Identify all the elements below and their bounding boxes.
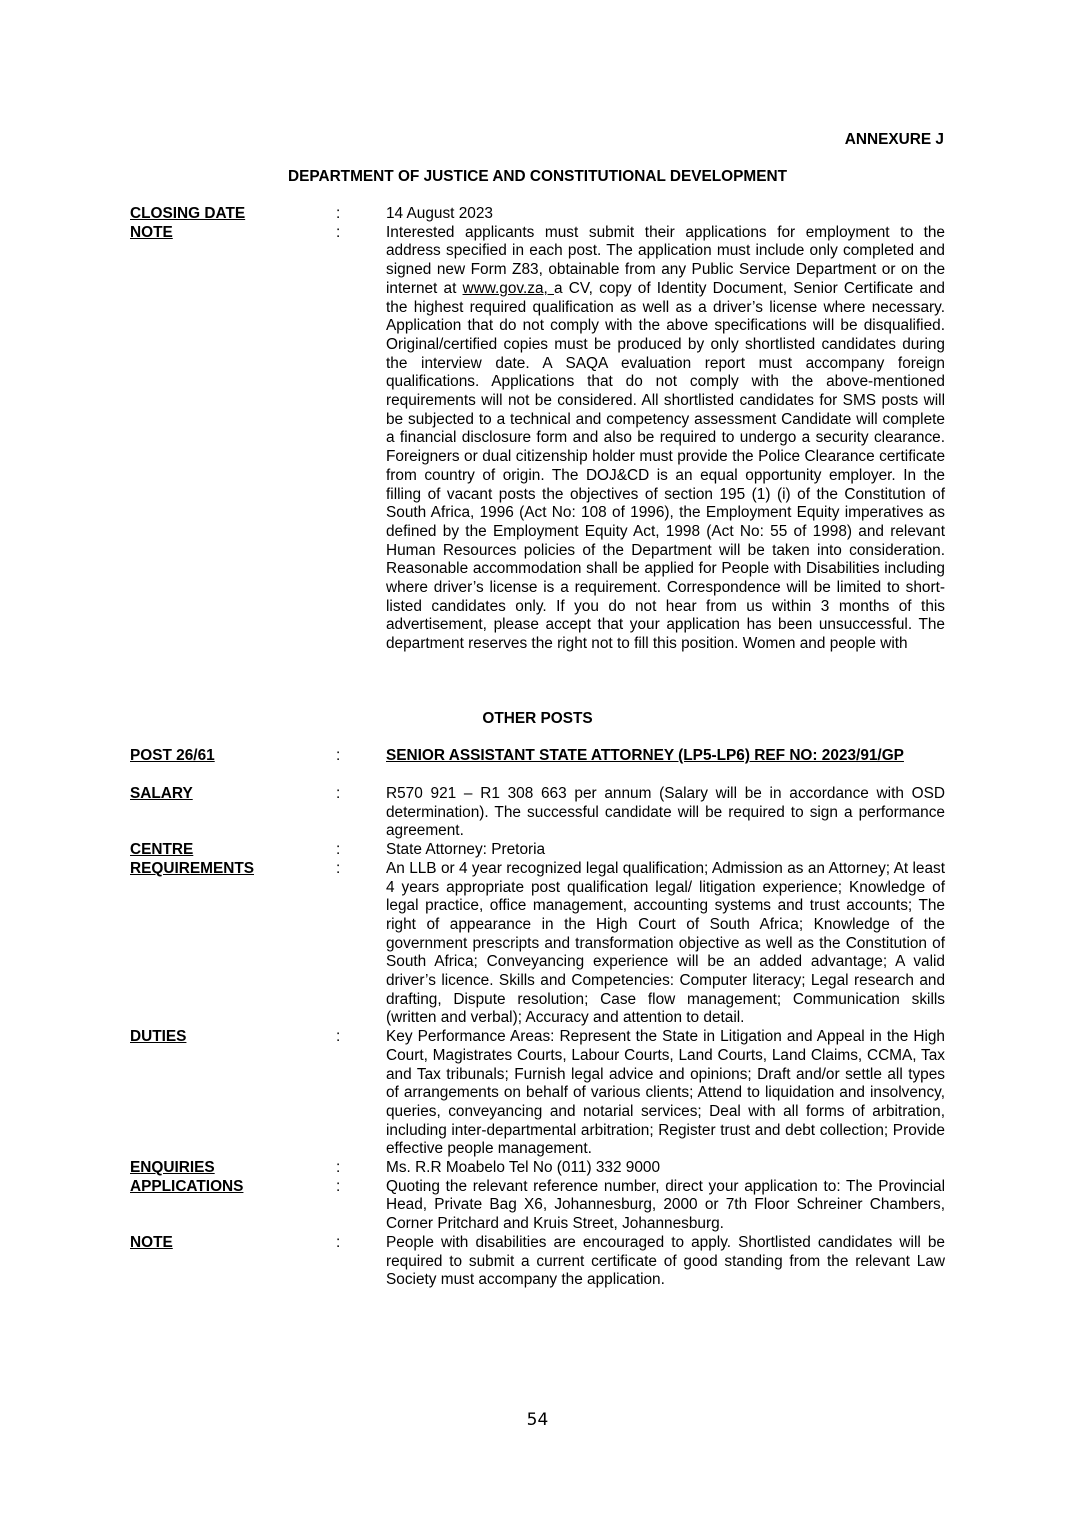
colon: : bbox=[336, 859, 341, 877]
duties-label: DUTIES bbox=[130, 1028, 187, 1046]
post-row bbox=[130, 747, 945, 766]
note-label: NOTE bbox=[130, 223, 173, 241]
salary-row bbox=[130, 785, 945, 841]
post-note-row bbox=[130, 1234, 945, 1290]
note-row bbox=[130, 224, 945, 654]
colon: : bbox=[336, 747, 341, 764]
colon: : bbox=[336, 1159, 341, 1177]
colon: : bbox=[336, 1177, 341, 1195]
page-number: 54 bbox=[526, 1410, 549, 1430]
colon: : bbox=[336, 1028, 341, 1046]
post-note-value: People with disabilities are encouraged to apply. Shortlisted candidates will be required to submit a current certificate of good standing from the relevant Law Society must accompany the application. bbox=[386, 1233, 945, 1289]
general-section bbox=[130, 205, 945, 654]
other-posts-heading bbox=[0, 710, 1075, 728]
applications-label: APPLICATIONS bbox=[130, 1177, 244, 1195]
annexure-heading: ANNEXURE J bbox=[844, 131, 944, 148]
department-heading: DEPARTMENT OF JUSTICE AND CONSTITUTIONAL DEVELOPMENT bbox=[287, 168, 788, 185]
colon: : bbox=[336, 205, 341, 222]
enquiries-row bbox=[130, 1159, 945, 1178]
closing-date-row bbox=[130, 205, 945, 224]
requirements-label: REQUIREMENTS bbox=[130, 859, 254, 877]
gov-za-link[interactable]: www.gov.za, bbox=[462, 279, 554, 297]
centre-value: State Attorney: Pretoria bbox=[386, 841, 546, 859]
duties-value: Key Performance Areas: Represent the State in Litigation and Appeal in the High Court, Magistrates Courts, Labour Courts, Land Courts, Land Claims, CCMA, Tax and Tax tribunals; Furnish legal advice and opinions; Draft and/or settle all types of arrangements on behalf of various clients; Attend to liquidation and insolvency, queries, conveyancing and notarial services; Deal with all forms of arbitration, including inter-departmental arbitration; Register trust and debt collection; Provide effective people management. bbox=[386, 1028, 945, 1158]
centre-label: CENTRE bbox=[130, 841, 194, 859]
note-text bbox=[386, 224, 945, 654]
requirements-row bbox=[130, 860, 945, 1028]
post-title-section bbox=[130, 747, 945, 766]
enquiries-label: ENQUIRIES bbox=[130, 1159, 215, 1177]
post-details-section bbox=[130, 785, 945, 1290]
closing-date-value: 14 August 2023 bbox=[386, 205, 493, 222]
note-text-rest: a CV, copy of Identity Document, Senior Certificate and the highest required qualification as well as a driver’s license where necessary. Application that do not comply with the above specifications will be disqualified. Original/certified copies must be produced by only shortlisted candidates during the interview date. A SAQA evaluation report must accompany foreign qualifications. Applications that do not comply with the above-mentioned requirements will not be considered. All shortlisted candidates for SMS posts will be subjected to a technical and competency assessment Candidate will complete a financial disclosure form and also be required to undergo a security clearance. Foreigners or dual citizenship holder must provide the Police Clearance certificate from country of origin. The DOJ&CD is an equal opportunity employer. In the filling of vacant posts the objectives of section 195 (1) (i) of the Constitution of South Africa, 1996 (Act No: 108 of 1996), the Employment Equity imperatives as defined by the Employment Equity Act, 1998 (Act No: 55 of 1998) and relevant Human Resources policies of the Department will be taken into consideration. Reasonable accommodation shall be applied for People with Disabilities including where driver’s license is a requirement. Correspondence will be limited to short-listed candidates only. If you do not hear from us within 3 months of this advertisement, please accept that your application has been unsuccessful. The department reserves the right not to fill this position. Women and people with bbox=[386, 279, 945, 653]
note-text-start: Interested applicants must submit their applications for employment to the address specified in each post. The application must include only completed and signed new Form Z83, obtainable from any Public Service Department or on the internet at bbox=[386, 223, 945, 297]
salary-label: SALARY bbox=[130, 785, 193, 802]
applications-row bbox=[130, 1178, 945, 1234]
colon: : bbox=[336, 223, 341, 241]
requirements-value: An LLB or 4 year recognized legal qualification; Admission as an Attorney; At least 4 years appropriate post qualification legal/ litigation experience; Knowledge of legal practice, office management, accounting systems and trust accounts; The right of appearance in the High Court of South Africa; Knowledge of the government prescripts and transformation objective as well as the Constitution of South Africa; Conveyancing experience will be an added advantage; A valid driver’s licence. Skills and Competencies: Computer literacy; Legal research and drafting, Dispute resolution; Case flow management; Communication skills (written and verbal); Accuracy and attention to detail. bbox=[386, 859, 945, 1027]
post-title: SENIOR ASSISTANT STATE ATTORNEY (LP5-LP6) REF NO: 2023/91/GP bbox=[386, 747, 904, 764]
colon: : bbox=[336, 1233, 341, 1251]
applications-value: Quoting the relevant reference number, direct your application to: The Provincial Head, Private Bag X6, Johannesburg, 2000 or 7th Floor Schreiner Chambers, Corner Pritchard and Kruis Street, Johannesburg. bbox=[386, 1177, 945, 1233]
enquiries-value: Ms. R.R Moabelo Tel No (011) 332 9000 bbox=[386, 1159, 661, 1177]
duties-row bbox=[130, 1028, 945, 1159]
closing-date-label: CLOSING DATE bbox=[130, 205, 246, 222]
colon: : bbox=[336, 841, 341, 859]
post-label: POST 26/61 bbox=[130, 747, 215, 764]
post-note-label: NOTE bbox=[130, 1233, 173, 1251]
other-posts-label: OTHER POSTS bbox=[482, 710, 593, 727]
salary-value: R570 921 – R1 308 663 per annum (Salary will be in accordance with OSD determination). The successful candidate will be required to sign a performance agreement. bbox=[386, 785, 945, 840]
centre-row bbox=[130, 841, 945, 860]
colon: : bbox=[336, 785, 341, 802]
